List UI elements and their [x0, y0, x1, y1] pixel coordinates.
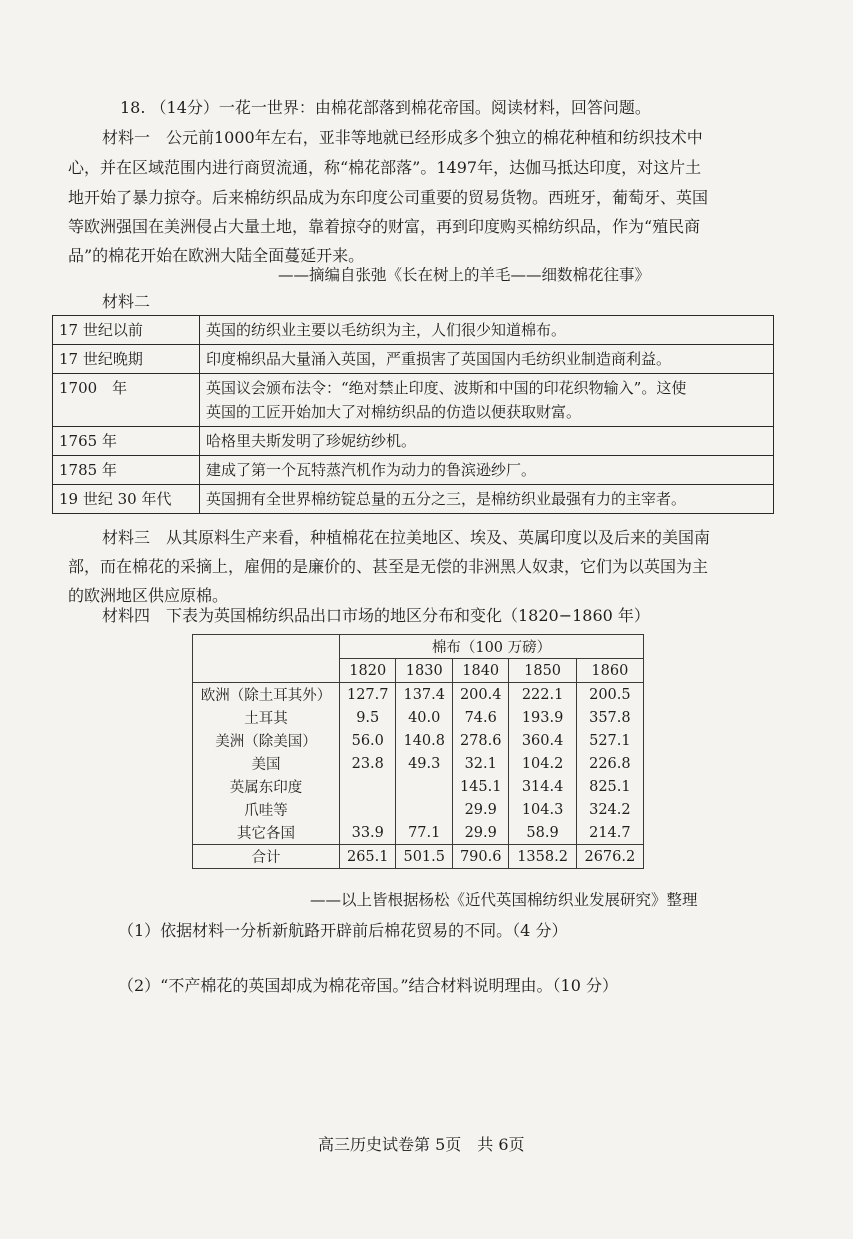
- material-1-source: ——摘编自张弛《长在树上的羊毛——细数棉花往事》: [278, 266, 651, 284]
- total-label: 合计: [193, 845, 340, 869]
- region-cell: 欧洲（除土耳其外）: [193, 683, 340, 707]
- total-row: [193, 845, 644, 869]
- question-title: 18. （14分）一花一世界：由棉花部落到棉花帝国。阅读材料，回答问题。: [120, 98, 651, 117]
- period-cell: 17 世纪以前: [53, 316, 200, 345]
- value-cell: 23.8: [340, 752, 396, 775]
- event-cell: 英国的纺织业主要以毛纺织为主，人们很少知道棉布。: [200, 316, 774, 345]
- table-body: [193, 683, 644, 845]
- event-cell: [200, 374, 774, 427]
- value-cell: 200.5: [576, 683, 643, 707]
- material-3-line: 材料三 从其原料生产来看，种植棉花在拉美地区、埃及、英属印度以及后来的美国南: [102, 528, 711, 547]
- year-header: 1820: [340, 659, 396, 683]
- region-cell: 土耳其: [193, 706, 340, 729]
- table-row: [193, 706, 644, 729]
- year-header: 1840: [452, 659, 508, 683]
- period-cell: 19 世纪 30 年代: [53, 485, 200, 514]
- total-cell: 501.5: [396, 845, 452, 869]
- value-cell: [396, 775, 452, 798]
- value-cell: 226.8: [576, 752, 643, 775]
- material-3-line: 部，而在棉花的采摘上，雇佣的是廉价的、甚至是无偿的非洲黑人奴隶，它们为以英国为主: [68, 557, 709, 576]
- region-cell: 英属东印度: [193, 775, 340, 798]
- value-cell: 74.6: [452, 706, 508, 729]
- material-3-line: 的欧洲地区供应原棉。: [68, 586, 229, 605]
- table-header-row: [193, 635, 644, 659]
- material-1-line: 材料一 公元前1000年左右，亚非等地就已经形成多个独立的棉花种植和纺织技术中: [102, 128, 703, 147]
- value-cell: 357.8: [576, 706, 643, 729]
- table-row: [53, 316, 774, 345]
- event-cell: 建成了第一个瓦特蒸汽机作为动力的鲁滨逊纱厂。: [200, 456, 774, 485]
- value-cell: 77.1: [396, 821, 452, 845]
- value-cell: 104.3: [509, 798, 576, 821]
- material-1-line: 心，并在区域范围内进行商贸流通，称“棉花部落”。1497年，达伽马抵达印度，对这片土: [68, 158, 702, 177]
- period-cell: 1765 年: [53, 427, 200, 456]
- value-cell: 527.1: [576, 729, 643, 752]
- sub-question-2: （2）“不产棉花的英国却成为棉花帝国。”结合材料说明理由。（10 分）: [118, 976, 618, 995]
- value-cell: 127.7: [340, 683, 396, 707]
- period-cell: 1785 年: [53, 456, 200, 485]
- event-cell: 印度棉织品大量涌入英国，严重损害了英国国内毛纺织业制造商利益。: [200, 345, 774, 374]
- total-cell: 265.1: [340, 845, 396, 869]
- value-cell: 29.9: [452, 821, 508, 845]
- sub-question-1: （1）依据材料一分析新航路开辟前后棉花贸易的不同。（4 分）: [118, 921, 568, 940]
- period-cell: 1700 年: [53, 374, 200, 427]
- value-cell: 825.1: [576, 775, 643, 798]
- value-cell: 49.3: [396, 752, 452, 775]
- event-cell: 英国拥有全世界棉纺锭总量的五分之三，是棉纺织业最强有力的主宰者。: [200, 485, 774, 514]
- material-4-table: [192, 634, 644, 869]
- table-row: [53, 374, 774, 427]
- value-cell: 314.4: [509, 775, 576, 798]
- total-cell: 790.6: [452, 845, 508, 869]
- table-row: [193, 752, 644, 775]
- region-cell: 爪哇等: [193, 798, 340, 821]
- region-cell: 美洲（除美国）: [193, 729, 340, 752]
- value-cell: 137.4: [396, 683, 452, 707]
- material-4-source: ——以上皆根据杨松《近代英国棉纺织业发展研究》整理: [310, 891, 698, 909]
- value-cell: 214.7: [576, 821, 643, 845]
- total-cell: 1358.2: [509, 845, 576, 869]
- value-cell: 9.5: [340, 706, 396, 729]
- value-cell: 200.4: [452, 683, 508, 707]
- value-cell: [396, 798, 452, 821]
- value-cell: 324.2: [576, 798, 643, 821]
- value-cell: [340, 775, 396, 798]
- total-cell: 2676.2: [576, 845, 643, 869]
- value-cell: 222.1: [509, 683, 576, 707]
- event-line: 英国的工匠开始加大了对棉纺织品的仿造以便获取财富。: [206, 403, 582, 421]
- material-4-intro: 材料四 下表为英国棉纺织品出口市场的地区分布和变化（1820−1860 年）: [102, 606, 650, 625]
- material-2-table: [52, 315, 774, 514]
- period-cell: 17 世纪晚期: [53, 345, 200, 374]
- material-1-line: 品”的棉花开始在欧洲大陆全面蔓延开来。: [68, 246, 365, 265]
- region-cell: 美国: [193, 752, 340, 775]
- value-cell: 193.9: [509, 706, 576, 729]
- table-row: [193, 775, 644, 798]
- region-cell: 其它各国: [193, 821, 340, 845]
- table-row: [193, 729, 644, 752]
- table-row: [53, 485, 774, 514]
- unit-header: 棉布（100 万磅）: [340, 635, 644, 659]
- value-cell: 278.6: [452, 729, 508, 752]
- value-cell: 58.9: [509, 821, 576, 845]
- year-header: 1860: [576, 659, 643, 683]
- value-cell: 33.9: [340, 821, 396, 845]
- page-footer: 高三历史试卷第 5页 共 6页: [318, 1135, 525, 1154]
- value-cell: [340, 798, 396, 821]
- material-1-line: 等欧洲强国在美洲侵占大量土地，靠着掠夺的财富，再到印度购买棉纺织品，作为“殖民商: [68, 217, 701, 236]
- value-cell: 145.1: [452, 775, 508, 798]
- value-cell: 360.4: [509, 729, 576, 752]
- table-row: [53, 456, 774, 485]
- table-row: [53, 345, 774, 374]
- value-cell: 104.2: [509, 752, 576, 775]
- corner-cell: [193, 635, 340, 683]
- year-header: 1850: [509, 659, 576, 683]
- table-row: [193, 683, 644, 707]
- year-header: 1830: [396, 659, 452, 683]
- value-cell: 140.8: [396, 729, 452, 752]
- table-row: [193, 821, 644, 845]
- value-cell: 40.0: [396, 706, 452, 729]
- material-2-label: 材料二: [102, 292, 151, 311]
- value-cell: 32.1: [452, 752, 508, 775]
- event-line: 英国议会颁布法令：“绝对禁止印度、波斯和中国的印花织物输入”。这使: [206, 379, 687, 397]
- event-cell: 哈格里夫斯发明了珍妮纺纱机。: [200, 427, 774, 456]
- table-row: [53, 427, 774, 456]
- table-row: [193, 798, 644, 821]
- material-1-line: 地开始了暴力掠夺。后来棉纺织品成为东印度公司重要的贸易货物。西班牙，葡萄牙、英国: [68, 188, 709, 207]
- value-cell: 56.0: [340, 729, 396, 752]
- value-cell: 29.9: [452, 798, 508, 821]
